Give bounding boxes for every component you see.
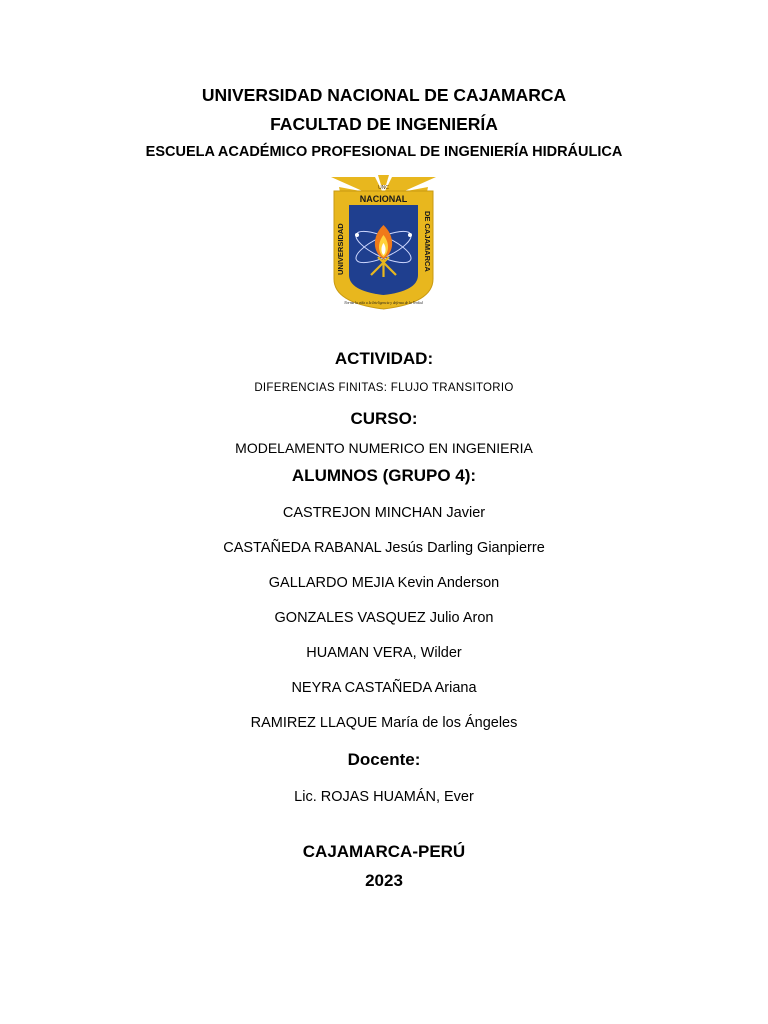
course-label: CURSO: <box>350 409 418 428</box>
students-label: ALUMNOS (GRUPO 4): <box>291 466 477 485</box>
logo-right-text: DE CAJAMARCA <box>423 211 432 272</box>
school-name: ESCUELA ACADÉMICO PROFESIONAL DE INGENIERÍA HIDRÁULICA <box>145 144 623 160</box>
student-name: NEYRA CASTAÑEDA Ariana <box>291 680 477 696</box>
logo-motto: Norma la vida a la Inteligencia y defensa de la Verdad <box>344 301 423 305</box>
university-name: UNIVERSIDAD NACIONAL DE CAJAMARCA <box>201 85 567 105</box>
year: 2023 <box>365 871 403 890</box>
student-name: HUAMAN VERA, Wilder <box>306 645 462 661</box>
student-name: GONZALES VASQUEZ Julio Aron <box>274 610 494 626</box>
course-value: MODELAMENTO NUMERICO EN INGENIERIA <box>235 440 533 456</box>
university-shield-logo <box>331 175 436 312</box>
student-name: CASTAÑEDA RABANAL Jesús Darling Gianpierre <box>223 540 545 556</box>
city-country: CAJAMARCA-PERÚ <box>302 842 466 861</box>
logo-small-text: UNC <box>378 185 389 191</box>
student-name: CASTREJON MINCHAN Javier <box>282 505 486 521</box>
logo-top-text: NACIONAL <box>359 194 408 204</box>
teacher-name: Lic. ROJAS HUAMÁN, Ever <box>294 789 474 805</box>
student-name: GALLARDO MEJIA Kevin Anderson <box>268 575 500 591</box>
activity-label: ACTIVIDAD: <box>334 349 434 368</box>
teacher-label: Docente: <box>347 750 421 769</box>
student-name: RAMIREZ LLAQUE María de los Ángeles <box>250 715 518 731</box>
activity-value: DIFERENCIAS FINITAS: FLUJO TRANSITORIO <box>254 382 514 394</box>
logo-left-text: UNIVERSIDAD <box>336 223 345 275</box>
faculty-name: FACULTAD DE INGENIERÍA <box>270 114 498 134</box>
